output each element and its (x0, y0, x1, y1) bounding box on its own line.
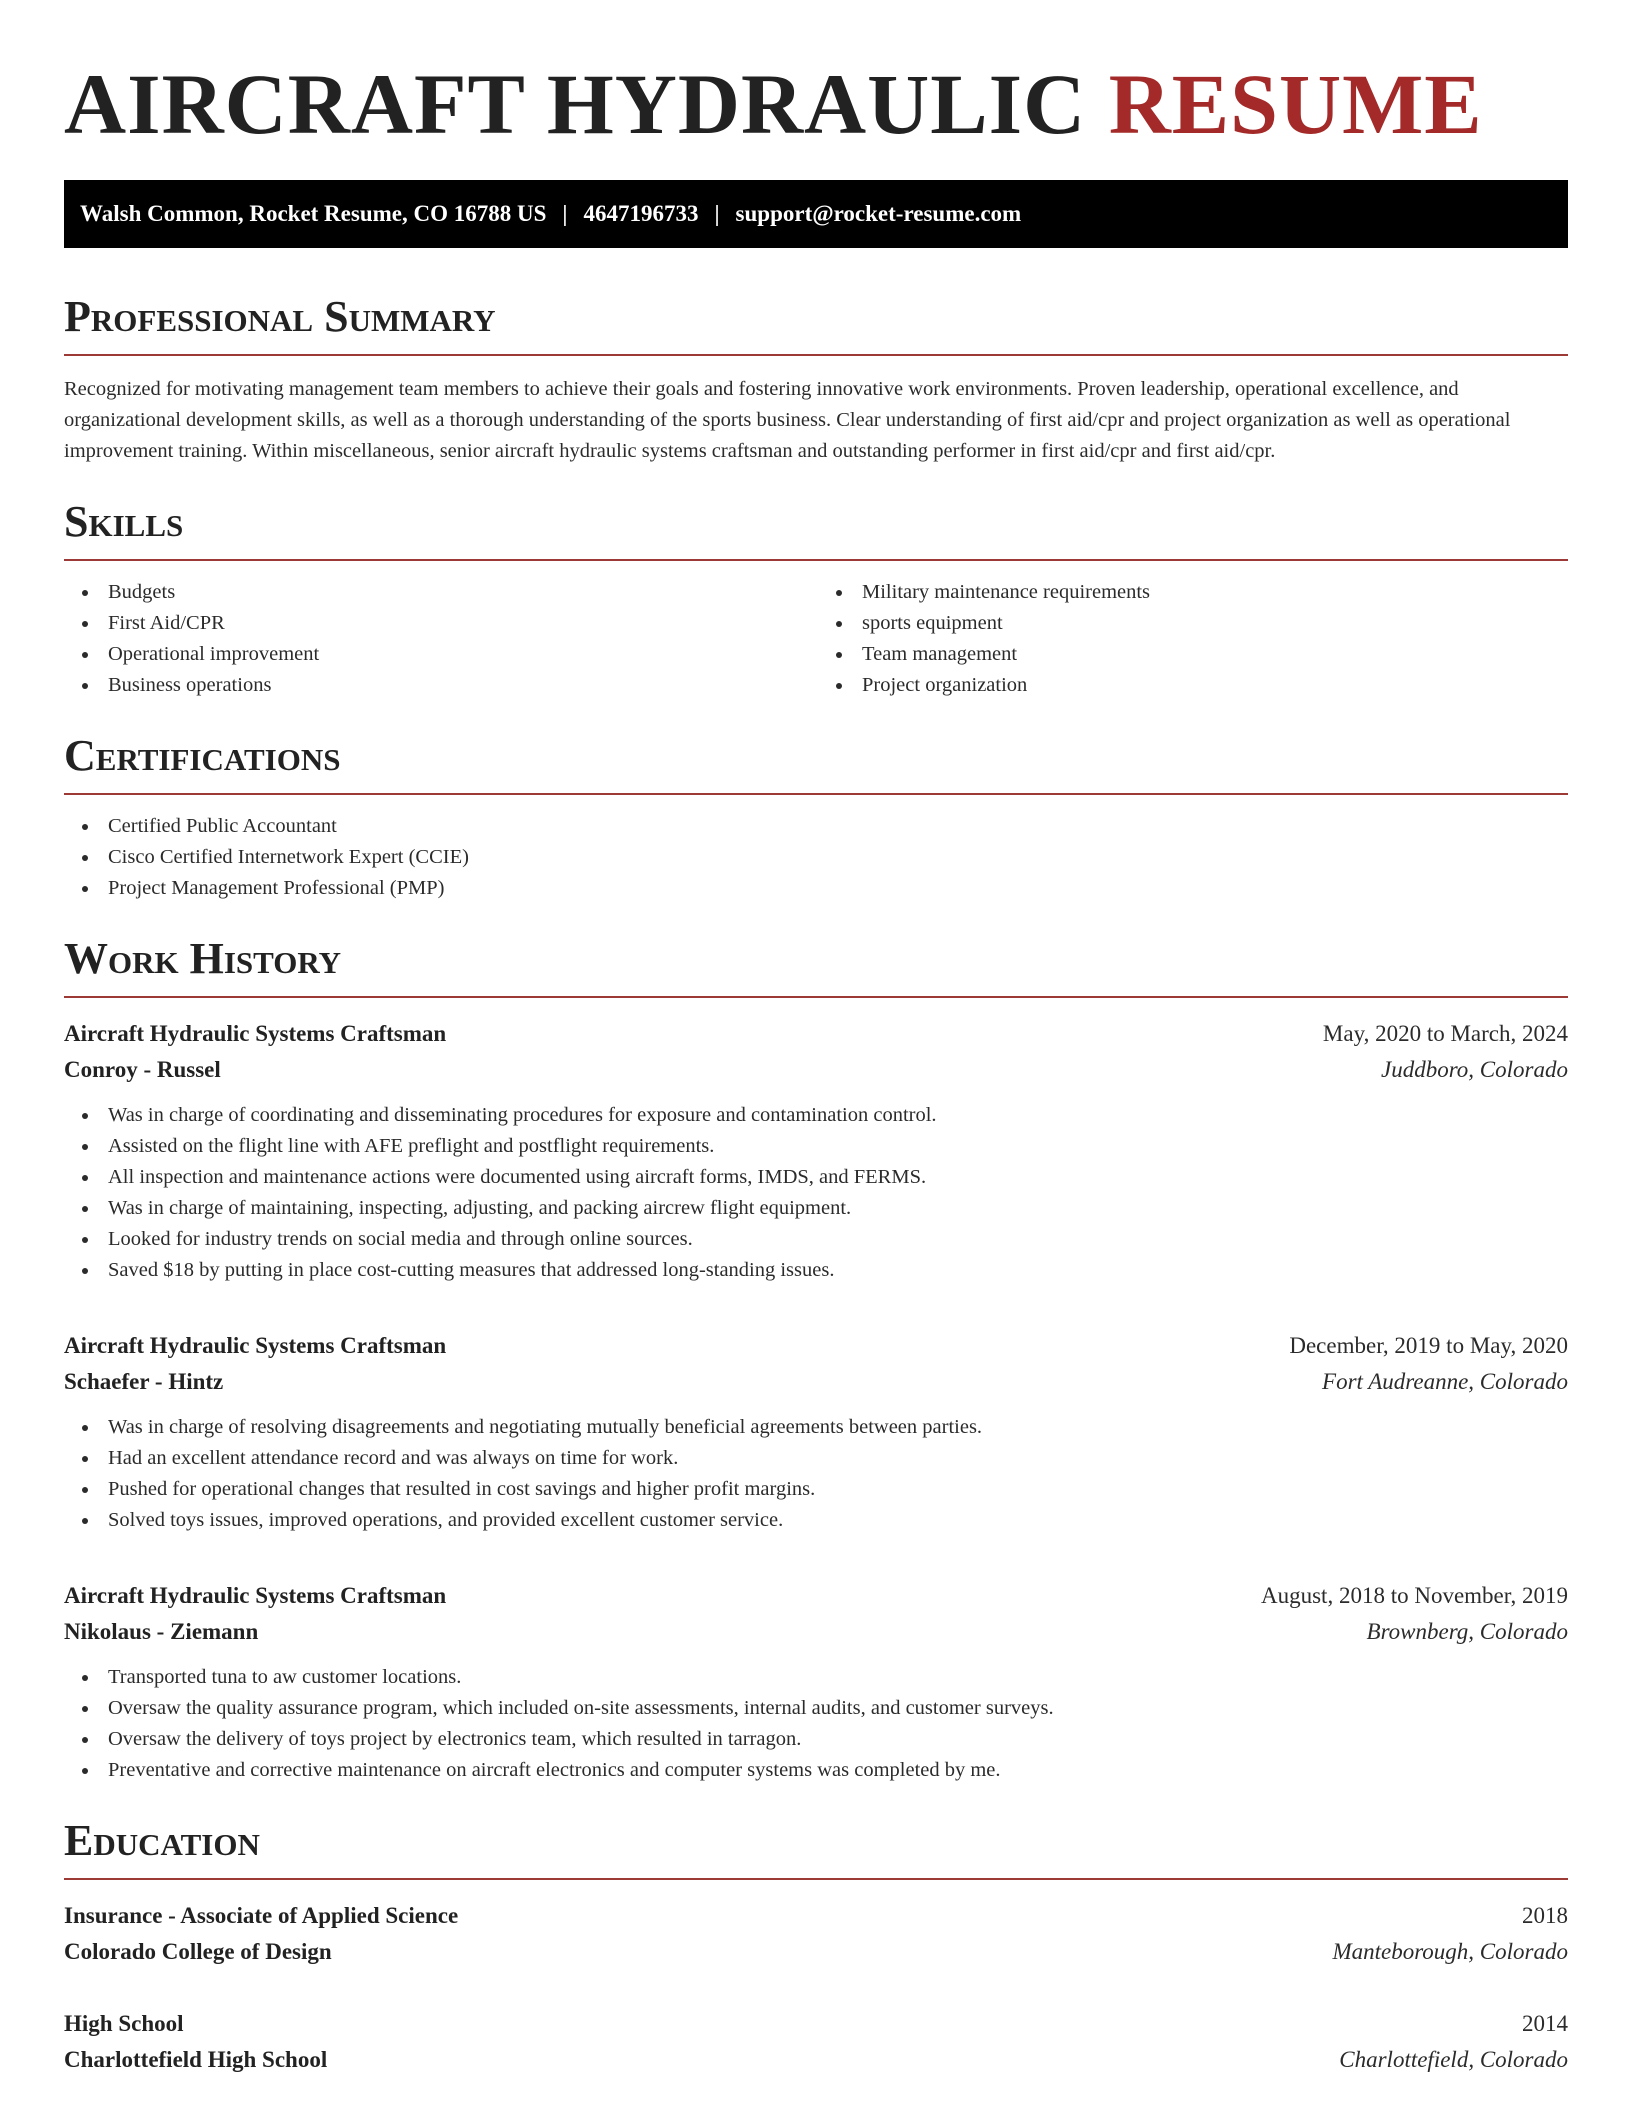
skills-grid (64, 577, 1568, 701)
job-company-row (64, 1614, 1568, 1650)
skills-list-left (64, 577, 814, 701)
education-school-row (64, 1934, 1568, 1970)
job-bullets (64, 1412, 1568, 1536)
title-main: AIRCRAFT HYDRAULIC (64, 56, 1087, 152)
skill-item: Project organization (818, 670, 1568, 701)
education-location: Manteborough, Colorado (1332, 1939, 1568, 1964)
education-location: Charlottefield, Colorado (1339, 2047, 1568, 2072)
contact-email: support@rocket-resume.com (735, 201, 1022, 226)
contact-address: Walsh Common, Rocket Resume, CO 16788 US (80, 201, 547, 226)
summary-heading: Professional Summary (64, 292, 1568, 356)
job-bullet: Assisted on the flight line with AFE preflight and postflight requirements. (64, 1131, 1568, 1162)
job-location: Fort Audreanne, Colorado (1322, 1369, 1568, 1394)
job-bullet: Was in charge of coordinating and disseminating procedures for exposure and contamination control. (64, 1100, 1568, 1131)
job-title: Aircraft Hydraulic Systems Craftsman (64, 1583, 447, 1608)
job-bullets (64, 1100, 1568, 1286)
job-title: Aircraft Hydraulic Systems Craftsman (64, 1333, 447, 1358)
contact-separator: | (714, 201, 720, 226)
education-year: 2014 (1522, 2011, 1568, 2036)
education-entry (64, 2006, 1568, 2078)
job-company-row (64, 1052, 1568, 1088)
skill-item: Military maintenance requirements (818, 577, 1568, 608)
certification-item: Cisco Certified Internetwork Expert (CCIE) (64, 842, 1568, 873)
job-header-row (64, 1328, 1568, 1364)
job-header-row (64, 1578, 1568, 1614)
job-bullet: Solved toys issues, improved operations, and provided excellent customer service. (64, 1505, 1568, 1536)
work-history-section (64, 934, 1568, 1786)
skills-list-right (814, 577, 1568, 701)
education-school: Colorado College of Design (64, 1939, 332, 1964)
job-bullet: Saved $18 by putting in place cost-cutting measures that addressed long-standing issues. (64, 1255, 1568, 1286)
skills-section (64, 497, 1568, 701)
job-bullet: Was in charge of maintaining, inspecting, adjusting, and packing aircrew flight equipment. (64, 1193, 1568, 1224)
skill-item: Budgets (64, 577, 814, 608)
job-bullet: Had an excellent attendance record and was always on time for work. (64, 1443, 1568, 1474)
skill-item: First Aid/CPR (64, 608, 814, 639)
skill-item: Business operations (64, 670, 814, 701)
education-degree-row (64, 2006, 1568, 2042)
certifications-heading: Certifications (64, 731, 1568, 795)
skills-heading: Skills (64, 497, 1568, 561)
education-school: Charlottefield High School (64, 2047, 328, 2072)
education-heading: Education (64, 1816, 1568, 1880)
education-year: 2018 (1522, 1903, 1568, 1928)
certifications-section (64, 731, 1568, 904)
education-degree: Insurance - Associate of Applied Science (64, 1903, 459, 1928)
job-bullet: Transported tuna to aw customer locations. (64, 1662, 1568, 1693)
title-accent: RESUME (1108, 56, 1483, 152)
job-bullet: Preventative and corrective maintenance on aircraft electronics and computer systems was completed by me. (64, 1755, 1568, 1786)
job-company: Conroy - Russel (64, 1057, 221, 1082)
job-header-row (64, 1016, 1568, 1052)
job-dates: December, 2019 to May, 2020 (1289, 1333, 1568, 1358)
education-degree: High School (64, 2011, 184, 2036)
certification-item: Certified Public Accountant (64, 811, 1568, 842)
contact-separator: | (562, 201, 568, 226)
education-section (64, 1816, 1568, 2078)
skill-item: sports equipment (818, 608, 1568, 639)
job-company: Schaefer - Hintz (64, 1369, 224, 1394)
job-dates: August, 2018 to November, 2019 (1261, 1583, 1568, 1608)
job-entry (64, 1328, 1568, 1536)
job-location: Juddboro, Colorado (1381, 1057, 1568, 1082)
job-bullets (64, 1662, 1568, 1786)
education-school-row (64, 2042, 1568, 2078)
job-location: Brownberg, Colorado (1366, 1619, 1568, 1644)
certification-item: Project Management Professional (PMP) (64, 873, 1568, 904)
resume-title (64, 58, 1568, 150)
job-company: Nikolaus - Ziemann (64, 1619, 259, 1644)
work-history-heading: Work History (64, 934, 1568, 998)
job-bullet: Was in charge of resolving disagreements and negotiating mutually beneficial agreements between parties. (64, 1412, 1568, 1443)
summary-text: Recognized for motivating management team members to achieve their goals and fostering innovative work environments. Proven leadership, operational excellence, and organizational development skills, as well as a thorough understanding of the sports business. Clear understanding of first aid/cpr and project organization as well as operational improvement training. Within miscellaneous, senior aircraft hydraulic systems craftsman and outstanding performer in first aid/cpr and first aid/cpr. (64, 378, 1511, 462)
job-entry (64, 1578, 1568, 1786)
contact-bar (64, 180, 1568, 248)
job-bullet: Pushed for operational changes that resulted in cost savings and higher profit margins. (64, 1474, 1568, 1505)
job-bullet: Oversaw the delivery of toys project by electronics team, which resulted in tarragon. (64, 1724, 1568, 1755)
contact-phone: 4647196733 (583, 201, 699, 226)
job-bullet: Looked for industry trends on social media and through online sources. (64, 1224, 1568, 1255)
job-bullet: All inspection and maintenance actions were documented using aircraft forms, IMDS, and FERMS. (64, 1162, 1568, 1193)
certifications-list (64, 811, 1568, 904)
job-entry (64, 1016, 1568, 1286)
job-dates: May, 2020 to March, 2024 (1322, 1021, 1568, 1046)
education-degree-row (64, 1898, 1568, 1934)
skill-item: Team management (818, 639, 1568, 670)
job-company-row (64, 1364, 1568, 1400)
job-title: Aircraft Hydraulic Systems Craftsman (64, 1021, 447, 1046)
summary-section (64, 292, 1568, 467)
education-entry (64, 1898, 1568, 1970)
skill-item: Operational improvement (64, 639, 814, 670)
job-bullet: Oversaw the quality assurance program, which included on-site assessments, internal audits, and customer surveys. (64, 1693, 1568, 1724)
